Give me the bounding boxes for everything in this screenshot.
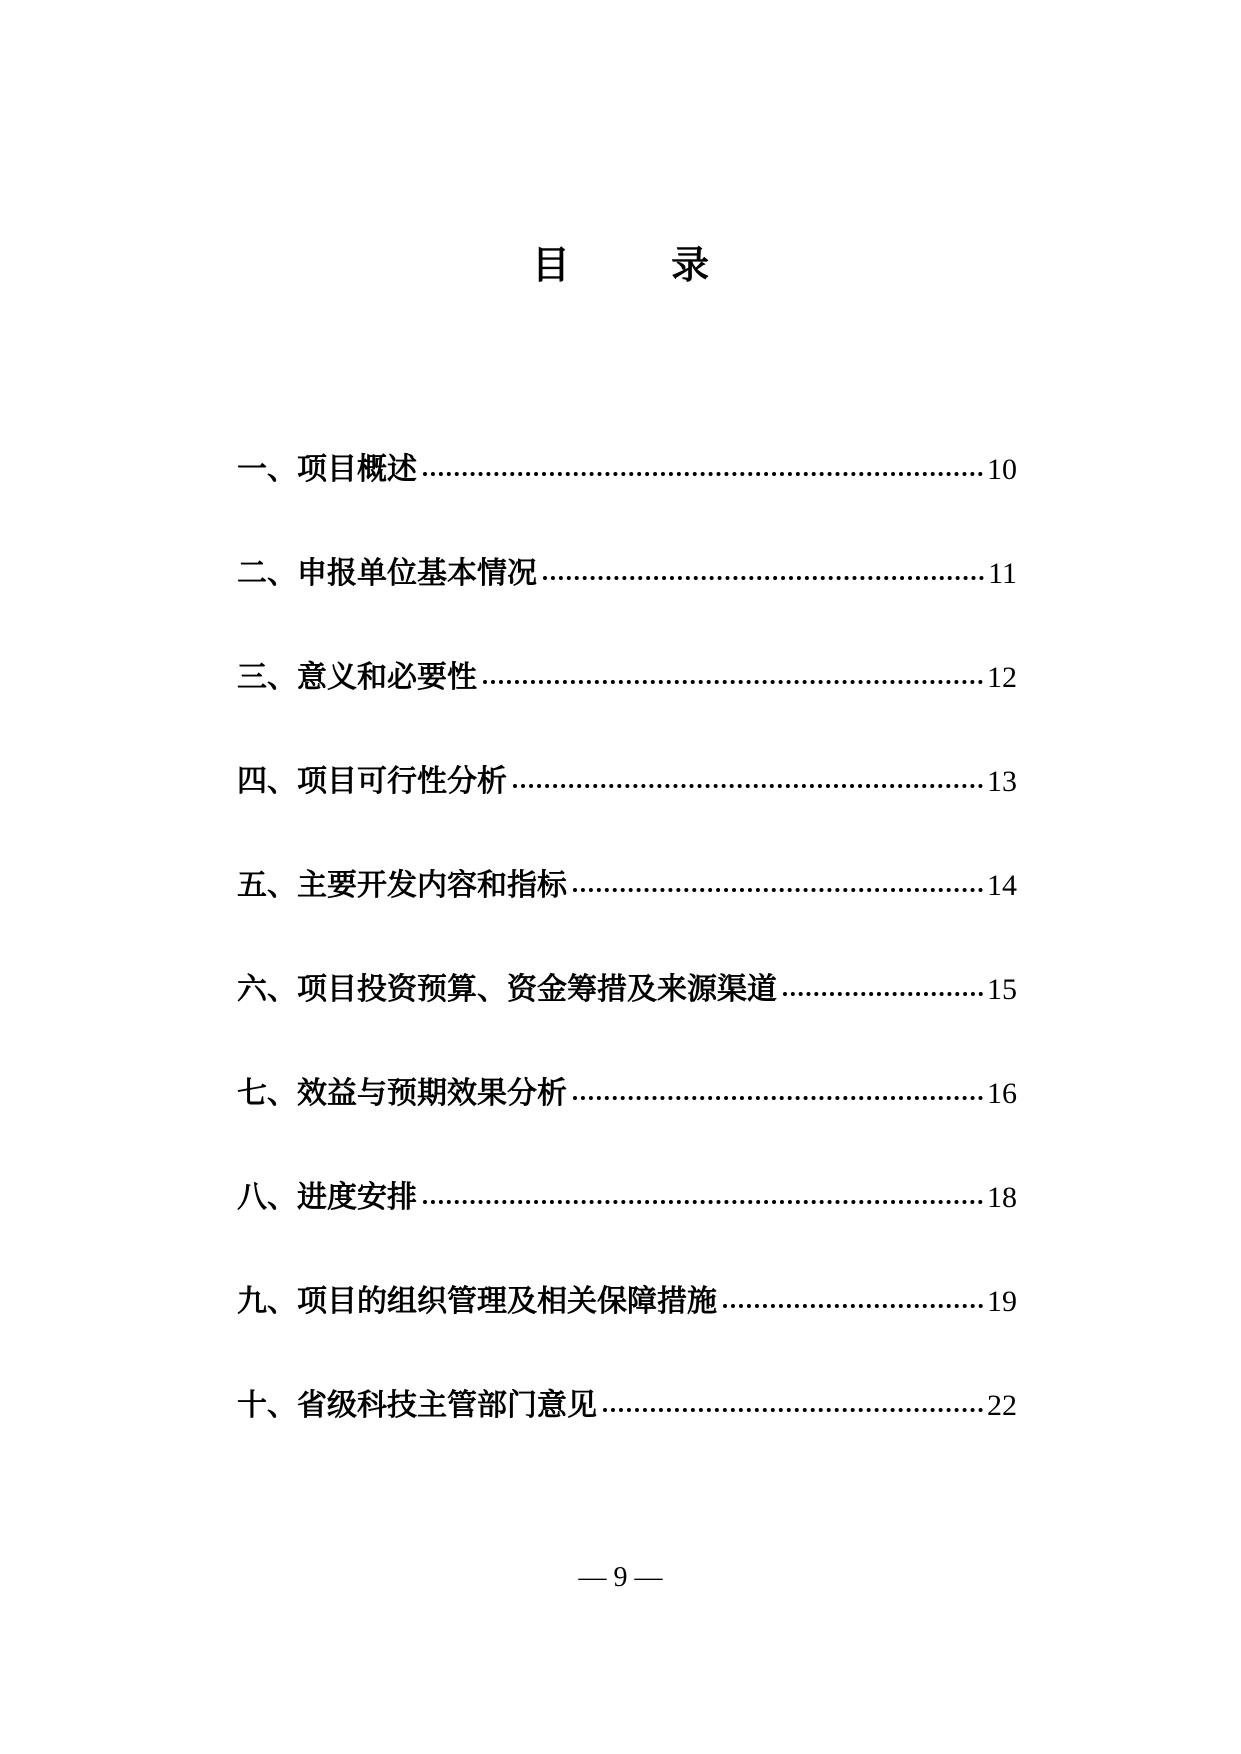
toc-entry-text: 二、申报单位基本情况 — [237, 556, 537, 591]
toc-dot-leader — [723, 1304, 983, 1308]
toc-entry[interactable] — [237, 864, 1017, 968]
toc-dot-leader — [603, 1408, 983, 1412]
toc-entry[interactable] — [237, 656, 1017, 760]
toc-entry-text: 七、效益与预期效果分析 — [237, 1076, 567, 1111]
toc-entry[interactable] — [237, 1280, 1017, 1384]
toc-entry[interactable] — [237, 968, 1017, 1072]
toc-entry-page: 22 — [987, 1389, 1017, 1422]
toc-dot-leader — [423, 1200, 983, 1204]
toc-entry-text: 三、意义和必要性 — [237, 660, 477, 695]
toc-entry-page: 16 — [987, 1077, 1017, 1110]
toc-dot-leader — [573, 1096, 983, 1100]
toc-dot-leader — [423, 472, 983, 476]
toc-entry-page: 14 — [987, 869, 1017, 902]
toc-entry-page: 19 — [987, 1285, 1017, 1318]
toc-entry-page: 18 — [987, 1181, 1017, 1214]
toc-entry-page: 11 — [988, 557, 1017, 590]
toc-entry[interactable] — [237, 552, 1017, 656]
toc-dot-leader — [543, 576, 984, 580]
toc-dot-leader — [783, 992, 983, 996]
toc-entry-page: 10 — [987, 453, 1017, 486]
toc-dot-leader — [513, 784, 983, 788]
toc-entry-text: 五、主要开发内容和指标 — [237, 868, 567, 903]
toc-title: 目 录 — [531, 243, 754, 287]
toc-list — [237, 448, 1017, 1488]
toc-entry-text: 八、进度安排 — [237, 1180, 417, 1215]
toc-entry[interactable] — [237, 1072, 1017, 1176]
toc-entry-text: 六、项目投资预算、资金筹措及来源渠道 — [237, 972, 777, 1007]
toc-entry[interactable] — [237, 1384, 1017, 1488]
toc-dot-leader — [483, 680, 983, 684]
toc-entry-page: 13 — [987, 765, 1017, 798]
toc-entry[interactable] — [237, 1176, 1017, 1280]
toc-entry[interactable] — [237, 448, 1017, 552]
toc-entry-page: 15 — [987, 973, 1017, 1006]
toc-entry-text: 九、项目的组织管理及相关保障措施 — [237, 1284, 717, 1319]
toc-entry-page: 12 — [987, 661, 1017, 694]
toc-dot-leader — [573, 888, 983, 892]
toc-entry[interactable] — [237, 760, 1017, 864]
page-number: — 9 — — [578, 1562, 663, 1593]
toc-entry-text: 十、省级科技主管部门意见 — [237, 1388, 597, 1423]
toc-entry-text: 一、项目概述 — [237, 452, 417, 487]
toc-entry-text: 四、项目可行性分析 — [237, 764, 507, 799]
